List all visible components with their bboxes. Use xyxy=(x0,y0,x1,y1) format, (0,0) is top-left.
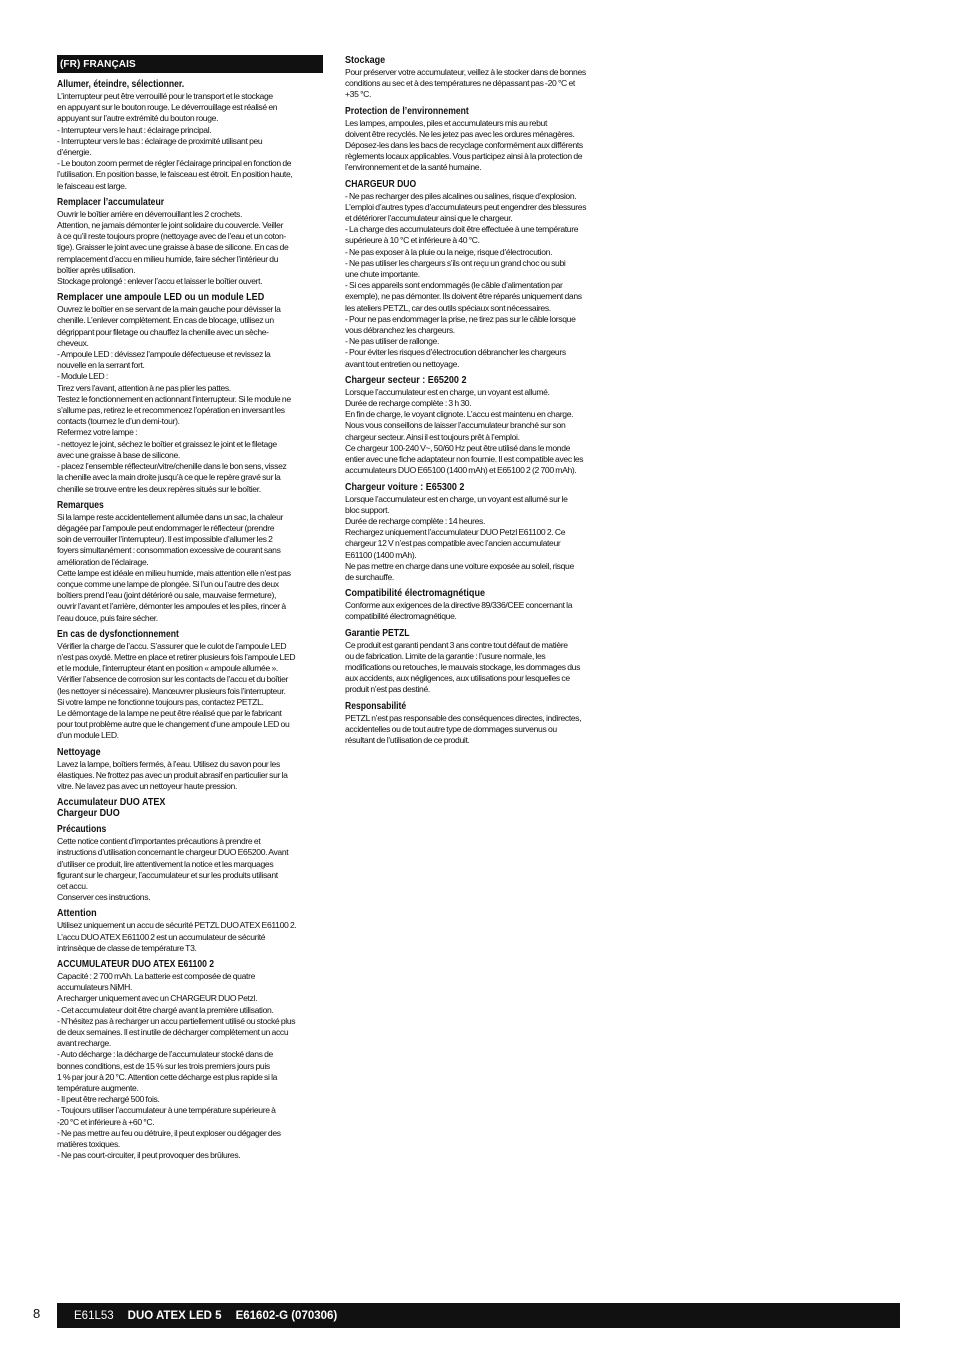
section-body: Conforme aux exigences de la directive 89/336/CEE concernant la compatibilité électromagnétique. xyxy=(345,600,573,622)
section-heading: Stockage xyxy=(345,54,386,66)
section xyxy=(345,701,611,747)
section-body: Utilisez uniquement un accu de sécurité PETZL DUO ATEX E61100 2. L’accu DUO ATEX E61100 2 est un accumulateur de sécurité intrinsèque de classe de température T3. xyxy=(57,920,297,953)
right-column xyxy=(345,55,611,746)
section-heading: Nettoyage xyxy=(57,745,101,758)
section-heading: ACCUMULATEUR DUO ATEX E61100 2 xyxy=(57,959,215,970)
section-body: Ouvrez le boîtier en se servant de la main gauche pour dévisser la chenille. L’enlever complètement. En cas de blocage, utilisez un dégrippant pour filetage ou chauffez la chenille avec un sèche- cheveux. - Ampoule LED : dévissez l’ampoule défectueuse et revissez la nouvelle en la serrant fort. - Module LED : Tirez vers l’avant, attention à ne pas plier les pattes. Testez le fonctionnement en actionnant l’interrupteur. Si le module ne s’allume pas, retirez le et recommencez l’opération en inversant les contacts (tournez le d’un demi-tour). Refermez votre lampe : - nettoyez le joint, séchez le boîtier et graissez le joint et le filetage avec une graisse à base de silicone. - placez l’ensemble réflecteur/vitre/chenille dans le bon sens, vissez la chenille avec la main droite jusqu’à ce que le repère gravé sur la chenille se trouve entre les deux repères situés sur le boîtier. xyxy=(57,304,291,494)
section-heading: Allumer, éteindre, sélectionner. xyxy=(57,79,185,90)
section xyxy=(345,375,611,477)
section xyxy=(57,908,323,954)
footer-code: E61L53 xyxy=(74,1309,114,1322)
section-heading: En cas de dysfonctionnement xyxy=(57,628,179,640)
footer-product: DUO ATEX LED 5 xyxy=(127,1309,222,1322)
section-body: PETZL n’est pas responsable des conséquences directes, indirectes, accidentelles ou de tout autre type de dommages survenus ou résultant de l’utilisation de ce produit. xyxy=(345,712,582,745)
section-body: Cette notice contient d’importantes précautions à prendre et instructions d’utilisation concernant le chargeur DUO E65200. Avant d’utiliser ce produit, lire attentivement la notice et les marquages figurant sur le chargeur, l’accumulateur et sur les produits utilisant cet accu. Conserver ces instructions. xyxy=(57,836,289,903)
left-sections xyxy=(57,79,323,1161)
footer-reference: E61602-G (070306) xyxy=(235,1309,338,1322)
section xyxy=(57,292,323,494)
section-body: Ce produit est garanti pendant 3 ans contre tout défaut de matière ou de fabrication. Limite de la garantie : l’usure normale, les modifications ou retouches, le mauvais stockage, les dommages dus aux accidents, aux négligences, aux utilisations pour lesquelles ce produit n’est pas destiné. xyxy=(345,639,581,695)
section-heading: Garantie PETZL xyxy=(345,627,410,639)
section xyxy=(57,629,323,742)
section-body: Lorsque l’accumulateur est en charge, un voyant est allumé sur le bloc support. Durée de recharge complète : 14 heures. Rechargez uniquement l’accumulateur DUO Petzl E61100 2. Ce chargeur 12 V n’est pas compatible avec l’ancien accumulateur E61100 (1400 mAh). Ne pas mettre en charge dans une voiture exposée au soleil, risque de surchauffe. xyxy=(345,493,574,582)
section xyxy=(345,55,611,101)
section xyxy=(57,797,323,819)
section xyxy=(345,588,611,622)
section-body: Les lampes, ampoules, piles et accumulateurs mis au rebut doivent être recyclés. Ne les jetez pas avec les ordures ménagères. Déposez-les dans les bacs de recyclage conformément aux différents règlements locaux applicables. Vous participez ainsi à la protection de l’environnement et de la santé humaine. xyxy=(345,117,583,173)
section-body: Vérifier la charge de l’accu. S’assurer que le culot de l’ampoule LED n’est pas oxydé. Mettre en place et retirer plusieurs fois l’ampoule LED et le module, l’interrupteur étant en position « ampoule allumée ». Vérifier l’absence de corrosion sur les contacts de l’accu et du boîtier (les nettoyer si nécessaire). Manœuvrer plusieurs fois l’interrupteur. Si votre lampe ne fonctionne toujours pas, contactez PETZL. Le démontage de la lampe ne peut être réalisé que par le fabricant pour tout problème autre que le changement d’une ampoule LED ou d’un module LED. xyxy=(57,640,296,741)
section-heading: Accumulateur DUO ATEX Chargeur DUO xyxy=(57,796,166,820)
footer-bar xyxy=(57,1303,900,1328)
section-heading: Remarques xyxy=(57,499,104,511)
section xyxy=(57,79,323,192)
section-heading: Responsabilité xyxy=(345,700,407,712)
section-heading: Chargeur voiture : E65300 2 xyxy=(345,480,465,493)
right-sections xyxy=(345,55,611,746)
section-body: Lavez la lampe, boîtiers fermés, à l’eau. Utilisez du savon pour les élastiques. Ne frottez pas avec un produit abrasif en particulier sur la vitre. Ne lavez pas avec un nettoyeur haute pression. xyxy=(57,758,288,791)
section-heading: CHARGEUR DUO xyxy=(345,178,417,190)
section xyxy=(57,824,323,903)
section xyxy=(57,959,323,1161)
section xyxy=(345,179,611,370)
section xyxy=(57,500,323,624)
section-heading: Chargeur secteur : E65200 2 xyxy=(345,373,467,386)
section-body: Capacité : 2 700 mAh. La batterie est composée de quatre accumulateurs NiMH. A recharger uniquement avec un CHARGEUR DUO Petzl. - Cet accumulateur doit être chargé avant la première utilisation. - N’hésitez pas à recharger un accu partiellement utilisé ou stocké plus de deux semaines. Il est inutile de décharger complètement un accu avant recharge. - Auto décharge : la décharge de l’accumulateur stocké dans de bonnes conditions, est de 15 % sur les trois premiers jours puis 1 % par jour à 20 °C. Attention cette décharge est plus rapide si la température augmente. - Il peut être rechargé 500 fois. - Toujours utiliser l’accumulateur à une température supérieure à -20 °C et inférieure à +60 °C. - Ne pas mettre au feu ou détruire, il peut exploser ou dégager des matières toxiques. - Ne pas court-circuiter, il peut provoquer des brûlures. xyxy=(57,971,296,1161)
section xyxy=(57,747,323,793)
section-body: Pour préserver votre accumulateur, veillez à le stocker dans de bonnes conditions au sec et à des températures ne dépassant pas -20 °C et +35 °C. xyxy=(345,67,586,100)
section-body: Si la lampe reste accidentellement allumée dans un sac, la chaleur dégagée par l’ampoule peut endommager le réflecteur (prendre soin de verrouiller l’interrupteur). Il est impossible d’allumer les 2 foyers simultanément : consommation excessive de courant sans amélioration de l’éclairage. Cette lampe est idéale en milieu humide, mais attention elle n’est pas conçue comme une lampe de plongée. Si l’un ou l’autre des deux boîtiers prend l’eau (joint détérioré ou sale, mauvaise fermeture), ouvrir l’avant et l’arrière, démonter les ampoules et les piles, rincer à l’eau douce, puis faire sécher. xyxy=(57,511,291,623)
section-body: - Ne pas recharger des piles alcalines ou salines, risque d’explosion. L’emploi d’autres types d’accumulateurs peut engendrer des blessures et détériorer l’accumulateur ainsi que le chargeur. - La charge des accumulateurs doit être effectuée à une température supérieure à 10 °C et inférieure à 40 °C. - Ne pas exposer à la pluie ou la neige, risque d’électrocution. - Ne pas utiliser les chargeurs s’ils ont reçu un grand choc ou subi une chute importante. - Si ces appareils sont endommagés (le câble d’alimentation par exemple), ne pas démonter. Ils doivent être réparés uniquement dans les ateliers PETZL, car des outils spéciaux sont nécessaires. - Pour ne pas endommager la prise, ne tirez pas sur le câble lorsque vous débranchez les chargeurs. - Ne pas utiliser de rallonge. - Pour éviter les risques d’électrocution débrancher les chargeurs avant tout entretien ou nettoyage. xyxy=(345,190,587,369)
section-body: Ouvrir le boîtier arrière en déverrouillant les 2 crochets. Attention, ne jamais démonter le joint solidaire du couvercle. Veiller à ce qu’il reste toujours propre (nettoyage avec de l’eau et un coton- tige). Graisser le joint avec une graisse à base de silicone. En cas de remplacement d’accu en milieu humide, faire sécher l’intérieur du boîtier après utilisation. Stockage prolongé : enlever l’accu et laisser le boîtier ouvert. xyxy=(57,208,289,287)
section xyxy=(57,197,323,287)
section-heading: Remplacer l’accumulateur xyxy=(57,196,165,208)
page-number: 8 xyxy=(33,1306,41,1321)
section-heading: Précautions xyxy=(57,824,107,836)
section-heading: Attention xyxy=(57,907,97,920)
language-header: (FR) FRANÇAIS xyxy=(57,55,323,73)
left-column xyxy=(57,55,323,1161)
section-heading: Compatibilité électromagnétique xyxy=(345,587,485,600)
section xyxy=(345,482,611,584)
section xyxy=(345,628,611,696)
section-body: Lorsque l’accumulateur est en charge, un voyant est allumé. Durée de recharge complète : 3 h 30. En fin de charge, le voyant clignote. L’accu est maintenu en charge. Nous vous conseillons de laisser l’accumulateur branché sur son chargeur secteur. Ainsi il est toujours prêt à l’emploi. Ce chargeur 100-240 V~, 50/60 Hz peut être utilisé dans le monde entier avec une fiche adaptateur non fournie. Il est compatible avec les accumulateurs DUO E65100 (1400 mAh) et E65100 2 (2 700 mAh). xyxy=(345,386,584,476)
section-heading: Remplacer une ampoule LED ou un module LED xyxy=(57,291,265,304)
section-body: L’interrupteur peut être verrouillé pour le transport et le stockage en appuyant sur le bouton rouge. Le déverrouillage est réalisé en appuyant sur l’autre extrémité du bouton rouge. - Interrupteur vers le haut : éclairage principal. - Interrupteur vers le bas : éclairage de proximité utilisant peu d’énergie. - Le bouton zoom permet de régler l’éclairage principal en fonction de l’utilisation. En position basse, le faisceau est étroit. En position haute, le faisceau est large. xyxy=(57,91,293,191)
section-heading: Protection de l’environnement xyxy=(345,105,469,117)
section xyxy=(345,106,611,174)
